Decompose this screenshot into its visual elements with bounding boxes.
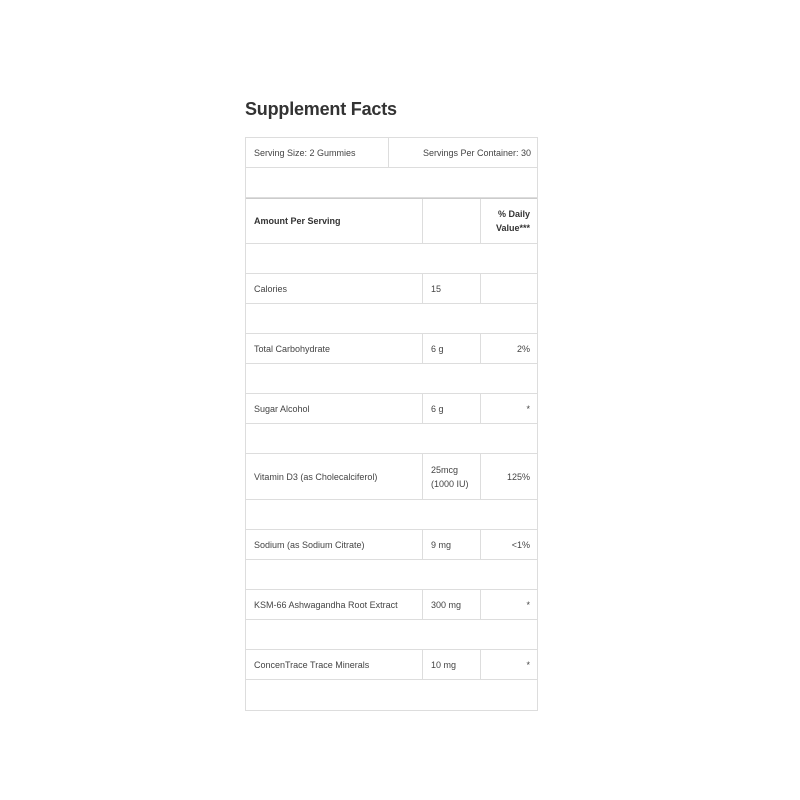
nutrient-name: Sugar Alcohol xyxy=(254,403,310,414)
nutrient-name: ConcenTrace Trace Minerals xyxy=(254,659,370,670)
spacer-row xyxy=(246,304,537,334)
spacer-row xyxy=(246,168,537,198)
nutrient-daily-value: 2% xyxy=(480,334,537,363)
table-row xyxy=(246,650,537,680)
nutrient-daily-value xyxy=(480,274,537,303)
serving-size: Serving Size: 2 Gummies xyxy=(254,147,356,158)
nutrient-daily-value: * xyxy=(480,590,537,619)
table-row xyxy=(246,530,537,560)
table-row xyxy=(246,394,537,424)
table-header-row xyxy=(246,198,537,244)
nutrient-amount: 300 mg xyxy=(422,590,480,619)
nutrient-amount xyxy=(422,454,480,499)
nutrient-amount: 10 mg xyxy=(422,650,480,679)
nutrient-name: KSM-66 Ashwagandha Root Extract xyxy=(254,599,398,610)
spacer-row xyxy=(246,560,537,590)
spacer-row xyxy=(246,620,537,650)
nutrient-amount: 6 g xyxy=(422,334,480,363)
nutrient-amount: 15 xyxy=(422,274,480,303)
page-title: Supplement Facts xyxy=(245,99,397,119)
nutrient-name: Calories xyxy=(254,283,288,294)
nutrient-daily-value: <1% xyxy=(480,530,537,559)
spacer-row xyxy=(246,244,537,274)
nutrient-amount-line2: (1000 IU) xyxy=(431,478,469,489)
header-quantity xyxy=(422,199,480,243)
nutrient-amount-line1: 25mcg xyxy=(431,464,459,475)
spacer-row xyxy=(246,424,537,454)
table-row xyxy=(246,274,537,304)
nutrient-daily-value: * xyxy=(480,650,537,679)
table-row xyxy=(246,454,537,500)
nutrient-name: Sodium (as Sodium Citrate) xyxy=(254,539,365,550)
spacer-row xyxy=(246,500,537,530)
nutrient-daily-value: 125% xyxy=(480,454,537,499)
nutrient-amount: 6 g xyxy=(422,394,480,423)
nutrient-name: Total Carbohydrate xyxy=(254,343,331,354)
table-row xyxy=(246,590,537,620)
supplement-facts-panel xyxy=(245,96,538,711)
spacer-row xyxy=(246,364,537,394)
supplement-facts-table xyxy=(245,137,538,711)
servings-per-container: Servings Per Container: 30 xyxy=(388,138,537,167)
nutrient-daily-value: * xyxy=(480,394,537,423)
table-row xyxy=(246,334,537,364)
nutrient-name: Vitamin D3 (as Cholecalciferol) xyxy=(254,471,378,482)
header-daily-value-line2: Value*** xyxy=(495,223,530,233)
header-daily-value-line1: % Daily xyxy=(497,209,530,219)
header-daily-value xyxy=(480,199,537,243)
nutrient-amount: 9 mg xyxy=(422,530,480,559)
serving-info-row xyxy=(246,138,537,168)
spacer-row xyxy=(246,680,537,710)
header-amount-per-serving: Amount Per Serving xyxy=(254,216,341,226)
